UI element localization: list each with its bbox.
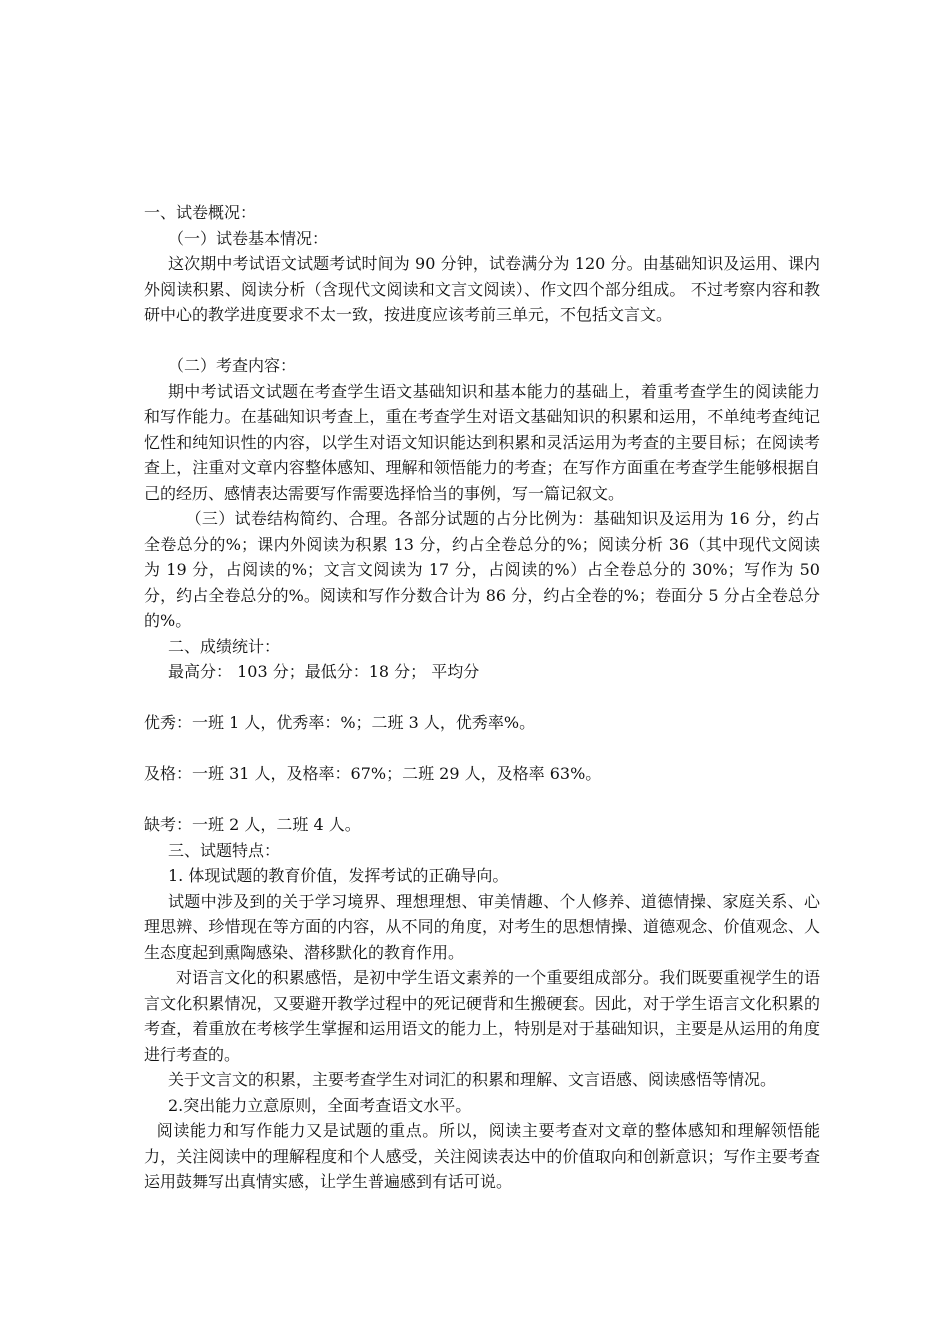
- pass-line: 及格：一班 31 人，及格率：67%；二班 29 人，及格率 63%。: [144, 764, 602, 783]
- excellent-line: 优秀：一班 1 人，优秀率：%；二班 3 人，优秀率%。: [144, 713, 536, 732]
- scores-line: 最高分： 103 分；最低分：18 分； 平均分: [168, 662, 480, 681]
- paragraph-education: 试题中涉及到的关于学习境界、理想理想、审美情趣、个人修养、道德情操、家庭关系、心理思辨、珍惜现在等方面的内容，从不同的角度，对考生的思想情操、道德观念、价值观念、人生态度起到熏陶感染、潜移默化的教育作用。: [144, 891, 820, 962]
- blank-line: [144, 736, 820, 762]
- section-heading-overview: 一、试卷概况：: [144, 203, 257, 222]
- blank-line: [144, 685, 820, 711]
- subheading-content: （二）考查内容：: [168, 356, 297, 375]
- paragraph-reading-writing: 阅读能力和写作能力又是试题的重点。所以，阅读主要考查对文章的整体感知和理解领悟能力，关注阅读中的理解程度和个人感受，关注阅读表达中的价值取向和创新意识；写作主要考查运用鼓舞写出真情实感，让学生普遍感到有话可说。: [144, 1121, 820, 1191]
- paragraph-classical: 关于文言文的积累，主要考查学生对词汇的积累和理解、文言语感、阅读感悟等情况。: [168, 1070, 777, 1089]
- absent-line: 缺考：一班 2 人，二班 4 人。: [144, 815, 361, 834]
- section-heading-scores: 二、成绩统计：: [168, 636, 281, 656]
- paragraph-structure: （三）试卷结构简约、合理。各部分试题的占分比例为：基础知识及运用为 16 分，约占全卷总分的%；课内外阅读为积累 13 分，约占全卷总分的%；阅读分析 36（其中现代文阅读为 19 分，占阅读的%；文言文阅读为 17 分，占阅读的%）占全卷总分的 30%；写作为 50 分，约占全卷总分的%。阅读和写作分数合计为 86 分，约占全卷的%；卷面分 5 分占全卷总分的%。: [144, 509, 820, 630]
- document-page: [144, 200, 820, 1195]
- blank-line: [144, 787, 820, 813]
- feature-heading-1: 1. 体现试题的教育价值，发挥考试的正确导向。: [168, 866, 509, 885]
- subheading-basic-info: （一）试卷基本情况：: [168, 228, 329, 248]
- paragraph-content: 期中考试语文试题在考查学生语文基础知识和基本能力的基础上，着重考查学生的阅读能力和写作能力。在基础知识考查上，重在考查学生对语文基础知识的积累和运用，不单纯考查纯记忆性和纯知识性的内容，以学生对语文知识能达到积累和灵活运用为考查的主要目标；在阅读考查上，注重对文章内容整体感知、理解和领悟能力的考查；在写作方面重在考查学生能够根据自己的经历、感情表达需要写作需要选择恰当的事例，写一篇记叙文。: [144, 381, 820, 503]
- paragraph-exam-basics: 这次期中考试语文试题考试时间为 90 分钟，试卷满分为 120 分。由基础知识及运用、课内外阅读积累、阅读分析（含现代文阅读和文言文阅读）、作文四个部分组成。 不过考察内容和教研中心的教学进度要求不太一致，按进度应该考前三单元，不包括文言文。: [144, 254, 820, 324]
- section-heading-features: 三、试题特点：: [168, 840, 281, 860]
- feature-heading-2: 2.突出能力立意原则，全面考查语文水平。: [168, 1095, 472, 1115]
- paragraph-language-culture: 对语言文化的积累感悟，是初中学生语文素养的一个重要组成部分。我们既要重视学生的语言文化积累情况，又要避开教学过程中的死记硬背和生搬硬套。因此，对于学生语言文化积累的考查，着重放在考核学生掌握和运用语文的能力上，特别是对于基础知识，主要是从运用的角度进行考查的。: [144, 968, 820, 1064]
- blank-line: [144, 328, 820, 354]
